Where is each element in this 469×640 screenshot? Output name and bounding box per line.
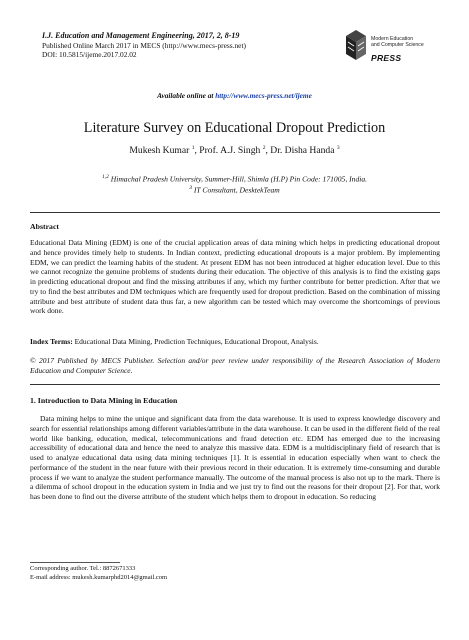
author-1: Mukesh Kumar [129, 145, 192, 157]
index-terms-label: Index Terms: [30, 337, 73, 346]
author-email: E-mail address: mukesh.kumarphd2014@gmail.com [30, 573, 168, 581]
logo-line-1: Modern Education [371, 36, 414, 42]
journal-info: , 2017, 2, 8-19 [192, 31, 240, 40]
available-prefix: Available online at [157, 91, 216, 100]
paper-title: Literature Survey on Educational Dropout Prediction [83, 120, 386, 136]
author-2-sup: 2 [262, 145, 266, 151]
affiliation-1: Himachal Pradesh University, Summer-Hill, Shimla (H.P) Pin Code: 171005, India. [108, 174, 368, 184]
corresponding-author: Corresponding author. Tel.: 8872671333 [30, 565, 136, 572]
divider-bottom [30, 384, 440, 385]
affiliation-1-sup: 1,2 [101, 174, 109, 180]
copyright-notice: © 2017 Published by MECS Publisher. Selection and/or peer review under responsibility of the Research Association of Modern Education and Computer Science. [30, 356, 440, 375]
footnote-divider [30, 562, 120, 563]
author-1-sup: 1 [191, 145, 195, 151]
logo-line-2: and Computer Science [371, 41, 424, 48]
journal-url-link[interactable]: http://www.mecs-press.net/ijeme [215, 91, 312, 100]
published-online: Published Online March 2017 in MECS (http://www.mecs-press.net) [42, 40, 246, 50]
affiliations [0, 173, 469, 195]
doi: DOI: 10.5815/ijeme.2017.02.02 [42, 50, 137, 60]
journal-name: I.J. Education and Management Engineering [42, 31, 193, 40]
section-1-heading: 1. Introduction to Data Mining in Education [30, 396, 178, 405]
author-list [0, 145, 469, 156]
section-1-text: Data mining helps to mine the unique and significant data from the data warehouse. It is used to express knowledge discovery and search for essential relationships among different variables/attribute in the data warehouse. It can be used in the different field of the real world like banking, education, medical, telecommunications and fraud detection etc. EDM has emerged due to the increasing accessibility of educational data and hence the need to analyze this massive data. EDM is a multidisciplinary field of research that is used to analyze educational data using data mining techniques [1]. It is essential in education especially when want to check the performance of the student in the near future with their previous record in their education. It is extremely time-consuming and durable process if we want to analyze the student performance manually. The outcome of the manual process is also not up to the mark. There is a dilemma of school dropout in the education system in India and we just try to find out the reasons for their dropout [2]. For that, work has been done to find out the diverse attribute of the student which helps them to dropout in education. So reducing [30, 414, 440, 501]
author-3-sup: 3 [336, 145, 340, 151]
journal-header [42, 31, 342, 60]
affiliation-2-sup: 3 [189, 185, 192, 192]
author-2: , Prof. A.J. Singh [194, 145, 263, 157]
book-stack-icon [344, 28, 368, 62]
index-terms-text: Educational Data Mining, Prediction Techniques, Educational Dropout, Analysis. [72, 337, 319, 346]
logo-press: PRESS [371, 53, 402, 63]
mecs-press-logo [344, 26, 436, 70]
affiliation-2: IT Consultant, DesktekTeam [191, 185, 280, 195]
author-3: , Dr. Disha Handa [265, 145, 337, 157]
index-terms [30, 337, 440, 347]
available-online [0, 91, 469, 100]
abstract-text: Educational Data Mining (EDM) is one of the crucial application areas of data mining which helps in predicting educational dropout and hence provides timely help to students. In Indian context, predicting educational dropouts is a major problem. By implementing EDM, we can predict the learning habits of the student. At present EDM has not been introduced at higher education level. Due to this we cannot recognize the genuine problems of students during their education. The objective of this analysis is to find the existing gaps in predicting educational dropout and find the missing attributes if any, which my further contribute for better prediction. After that we try to find the best attributes and DM techniques which are frequently used for dropout prediction. Based on the combination of missing attribute and best attribute of student data thus far, a new algorithm can be tested which may overcome the shortcomings of previous work done. [30, 238, 440, 316]
footnote [30, 565, 167, 582]
divider-top [30, 212, 440, 213]
abstract-heading: Abstract [30, 222, 60, 231]
